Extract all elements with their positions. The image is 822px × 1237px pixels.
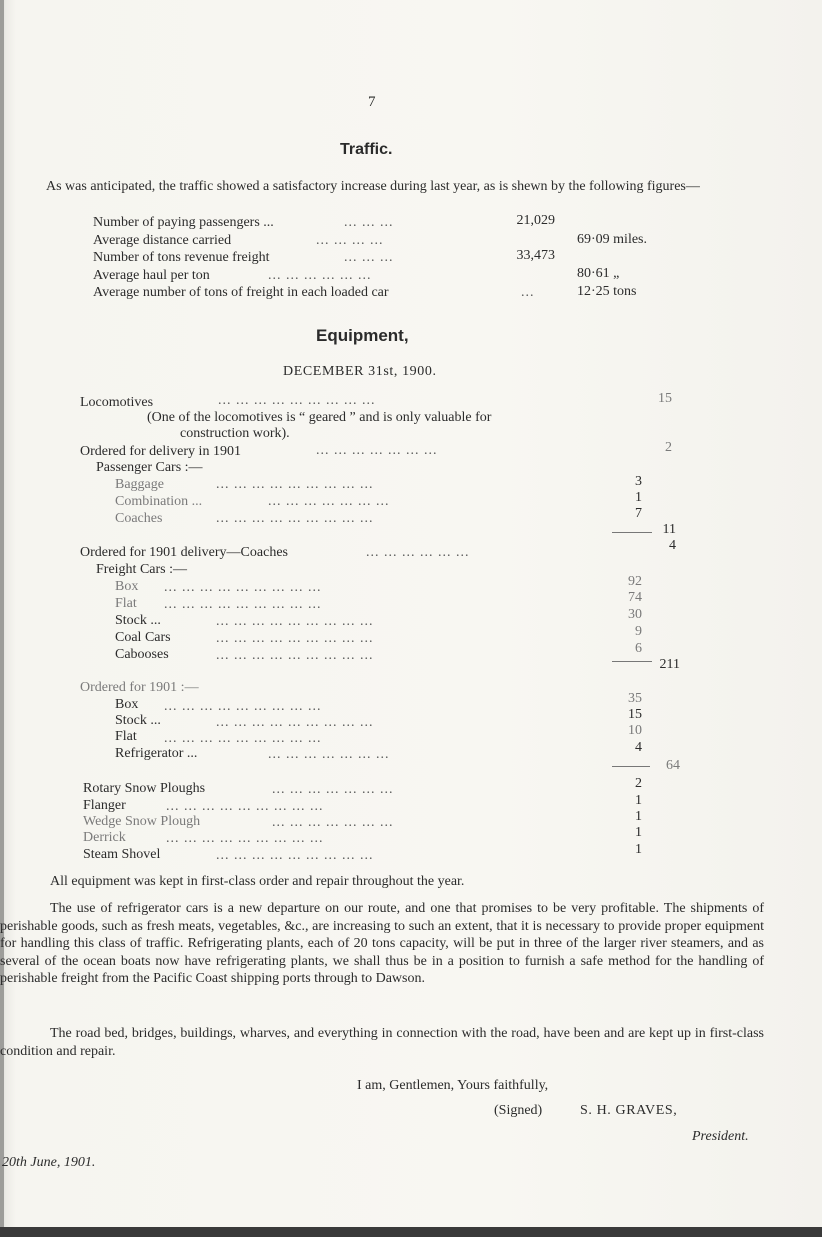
freight-cars-label: Freight Cars :—: [96, 562, 187, 577]
ordered-delivery-total: 2: [665, 440, 672, 455]
leader-dots: ... ... ... ... ... ... ...: [316, 443, 438, 458]
passenger-item-label: Combination ...: [115, 494, 203, 509]
leader-dots: ... ... ... ... ... ... ... ... ...: [164, 699, 322, 714]
misc-item-value: 1: [635, 842, 642, 857]
locomotives-label: Locomotives: [80, 395, 154, 410]
freight-cars-total: 211: [659, 657, 680, 672]
traffic-intro: As was anticipated, the traffic showed a satisfactory increase during last year, as is shewn by the following figures—: [46, 179, 700, 194]
traffic-row-label: Average haul per ton: [93, 268, 210, 283]
signatory-title: President.: [692, 1129, 749, 1144]
traffic-row-label: Average number of tons of freight in each loaded car: [93, 285, 389, 300]
traffic-row-leaders: ... ... ... ...: [316, 233, 384, 248]
page-number: 7: [368, 94, 376, 110]
traffic-row-label: Average distance carried: [93, 233, 232, 248]
freight-item-value: 6: [635, 641, 642, 656]
equipment-heading: Equipment,: [316, 326, 409, 345]
ordered-freight-item-label: Flat: [115, 729, 137, 744]
ordered-freight-item-value: 35: [628, 691, 642, 706]
leader-dots: ... ... ... ... ... ... ...: [268, 747, 390, 762]
freight-item-label: Coal Cars: [115, 630, 171, 645]
ordered-freight-item-value: 4: [635, 740, 642, 755]
leader-dots: ... ... ... ... ... ... ... ... ...: [164, 597, 322, 612]
leader-dots: ... ... ... ... ... ... ... ... ...: [216, 614, 374, 629]
passenger-item-value: 1: [635, 490, 642, 505]
passenger-cars-total: 11: [662, 522, 676, 537]
misc-item-label: Rotary Snow Ploughs: [83, 781, 206, 796]
freight-item-label: Flat: [115, 596, 137, 611]
leader-dots: ... ... ... ... ... ... ...: [272, 815, 394, 830]
locomotives-total: 15: [658, 391, 672, 406]
leader-dots: ... ... ... ... ... ... ... ... ...: [216, 848, 374, 863]
ordered-freight-item-value: 10: [628, 723, 642, 738]
leader-dots: ... ... ... ... ... ... ... ... ...: [216, 648, 374, 663]
misc-item-value: 1: [635, 793, 642, 808]
passenger-item-label: Coaches: [115, 511, 163, 526]
freight-item-value: 30: [628, 607, 642, 622]
traffic-heading: Traffic.: [340, 141, 393, 158]
traffic-row-leaders: ... ... ...: [344, 215, 394, 230]
signatory-name: S. H. GRAVES,: [580, 1103, 678, 1118]
leader-dots: ... ... ... ... ... ... ... ... ...: [166, 831, 324, 846]
traffic-row-value: 33,473: [516, 248, 555, 263]
freight-item-value: 9: [635, 624, 642, 639]
leader-dots: ... ... ... ... ... ... ... ... ...: [166, 799, 324, 814]
scan-bottom-edge: [0, 1227, 822, 1237]
closing-salutation: I am, Gentlemen, Yours faithfully,: [357, 1078, 549, 1093]
traffic-row-value: 12·25 tons: [577, 284, 637, 299]
leader-dots: ... ... ... ... ... ... ... ... ...: [216, 477, 374, 492]
misc-item-value: 1: [635, 809, 642, 824]
ordered-freight-total: 64: [666, 758, 680, 773]
ordered-coaches-label: Ordered for 1901 delivery—Coaches: [80, 545, 288, 560]
misc-item-value: 1: [635, 825, 642, 840]
leader-dots: ... ... ... ... ... ... ... ... ...: [164, 580, 322, 595]
ordered-freight-item-label: Stock ...: [115, 713, 161, 728]
equipment-condition-text: All equipment was kept in first-class order and repair throughout the year.: [50, 874, 465, 889]
freight-item-value: 74: [628, 590, 642, 605]
leader-dots: ... ... ... ... ... ...: [366, 545, 470, 560]
ordered-freight-item-label: Box: [115, 697, 139, 712]
subtotal-rule: [612, 766, 650, 767]
traffic-row-label: Number of paying passengers ...: [93, 215, 274, 230]
subtotal-rule: [612, 532, 652, 533]
misc-item-label: Steam Shovel: [83, 847, 161, 862]
traffic-row-label: Number of tons revenue freight: [93, 250, 270, 265]
passenger-cars-label: Passenger Cars :—: [96, 460, 203, 475]
misc-item-value: 2: [635, 776, 642, 791]
ordered-coaches-total: 4: [669, 538, 676, 553]
roadbed-paragraph: The road bed, bridges, buildings, wharves, and everything in connection with the road, have been and are kept up in first-class condition and repair.: [0, 1026, 764, 1059]
passenger-item-value: 7: [635, 506, 642, 521]
misc-item-label: Derrick: [83, 830, 126, 845]
leader-dots: ... ... ... ... ... ... ... ... ...: [218, 393, 376, 408]
equipment-date: DECEMBER 31st, 1900.: [283, 364, 437, 379]
misc-item-label: Wedge Snow Plough: [83, 814, 201, 829]
refrigerator-paragraph: The use of refrigerator cars is a new departure on our route, and one that promises to be very profitable. The shipments of perishable goods, such as fresh meats, vegetables, &c., are increasing to such an extent, that it is necessary to provide proper equipment for handling this class of traffic. Refrigerating plants, each of 20 tons capacity, will be put in three of the larger river steamers, and as several of the ocean boats now have refrigerating plants, we shall thus be in a position to furnish a safe method for the handling of perishable freight from the Pacific Coast shipping ports through to Dawson.: [0, 901, 764, 986]
ordered-delivery-label: Ordered for delivery in 1901: [80, 444, 241, 459]
ordered-freight-item-label: Refrigerator ...: [115, 746, 198, 761]
freight-item-label: Box: [115, 579, 139, 594]
passenger-item-label: Baggage: [115, 477, 164, 492]
freight-item-value: 92: [628, 574, 642, 589]
leader-dots: ... ... ... ... ... ... ... ... ...: [216, 715, 374, 730]
leader-dots: ... ... ... ... ... ... ... ... ...: [216, 631, 374, 646]
leader-dots: ... ... ... ... ... ... ... ... ...: [164, 731, 322, 746]
traffic-row-value: 69·09 miles.: [577, 232, 647, 247]
locomotives-note: (One of the locomotives is “ geared ” and is only valuable for: [147, 410, 492, 425]
ordered-freight-item-value: 15: [628, 707, 642, 722]
signed-label: (Signed): [494, 1103, 543, 1118]
passenger-item-value: 3: [635, 474, 642, 489]
misc-item-label: Flanger: [83, 798, 126, 813]
freight-item-label: Stock ...: [115, 613, 161, 628]
traffic-row-value: 21,029: [516, 213, 555, 228]
report-date: 20th June, 1901.: [2, 1155, 96, 1170]
traffic-row-leaders: ... ... ... ... ... ...: [268, 268, 372, 283]
traffic-row-value: 80·61 „: [577, 266, 620, 281]
locomotives-note: construction work).: [180, 426, 290, 441]
leader-dots: ... ... ... ... ... ... ...: [268, 494, 390, 509]
freight-item-label: Cabooses: [115, 647, 169, 662]
leader-dots: ... ... ... ... ... ... ... ... ...: [216, 511, 374, 526]
traffic-row-leaders: ...: [521, 285, 535, 300]
traffic-row-leaders: ... ... ...: [344, 250, 394, 265]
ordered-freight-label: Ordered for 1901 :—: [80, 680, 199, 695]
leader-dots: ... ... ... ... ... ... ...: [272, 782, 394, 797]
